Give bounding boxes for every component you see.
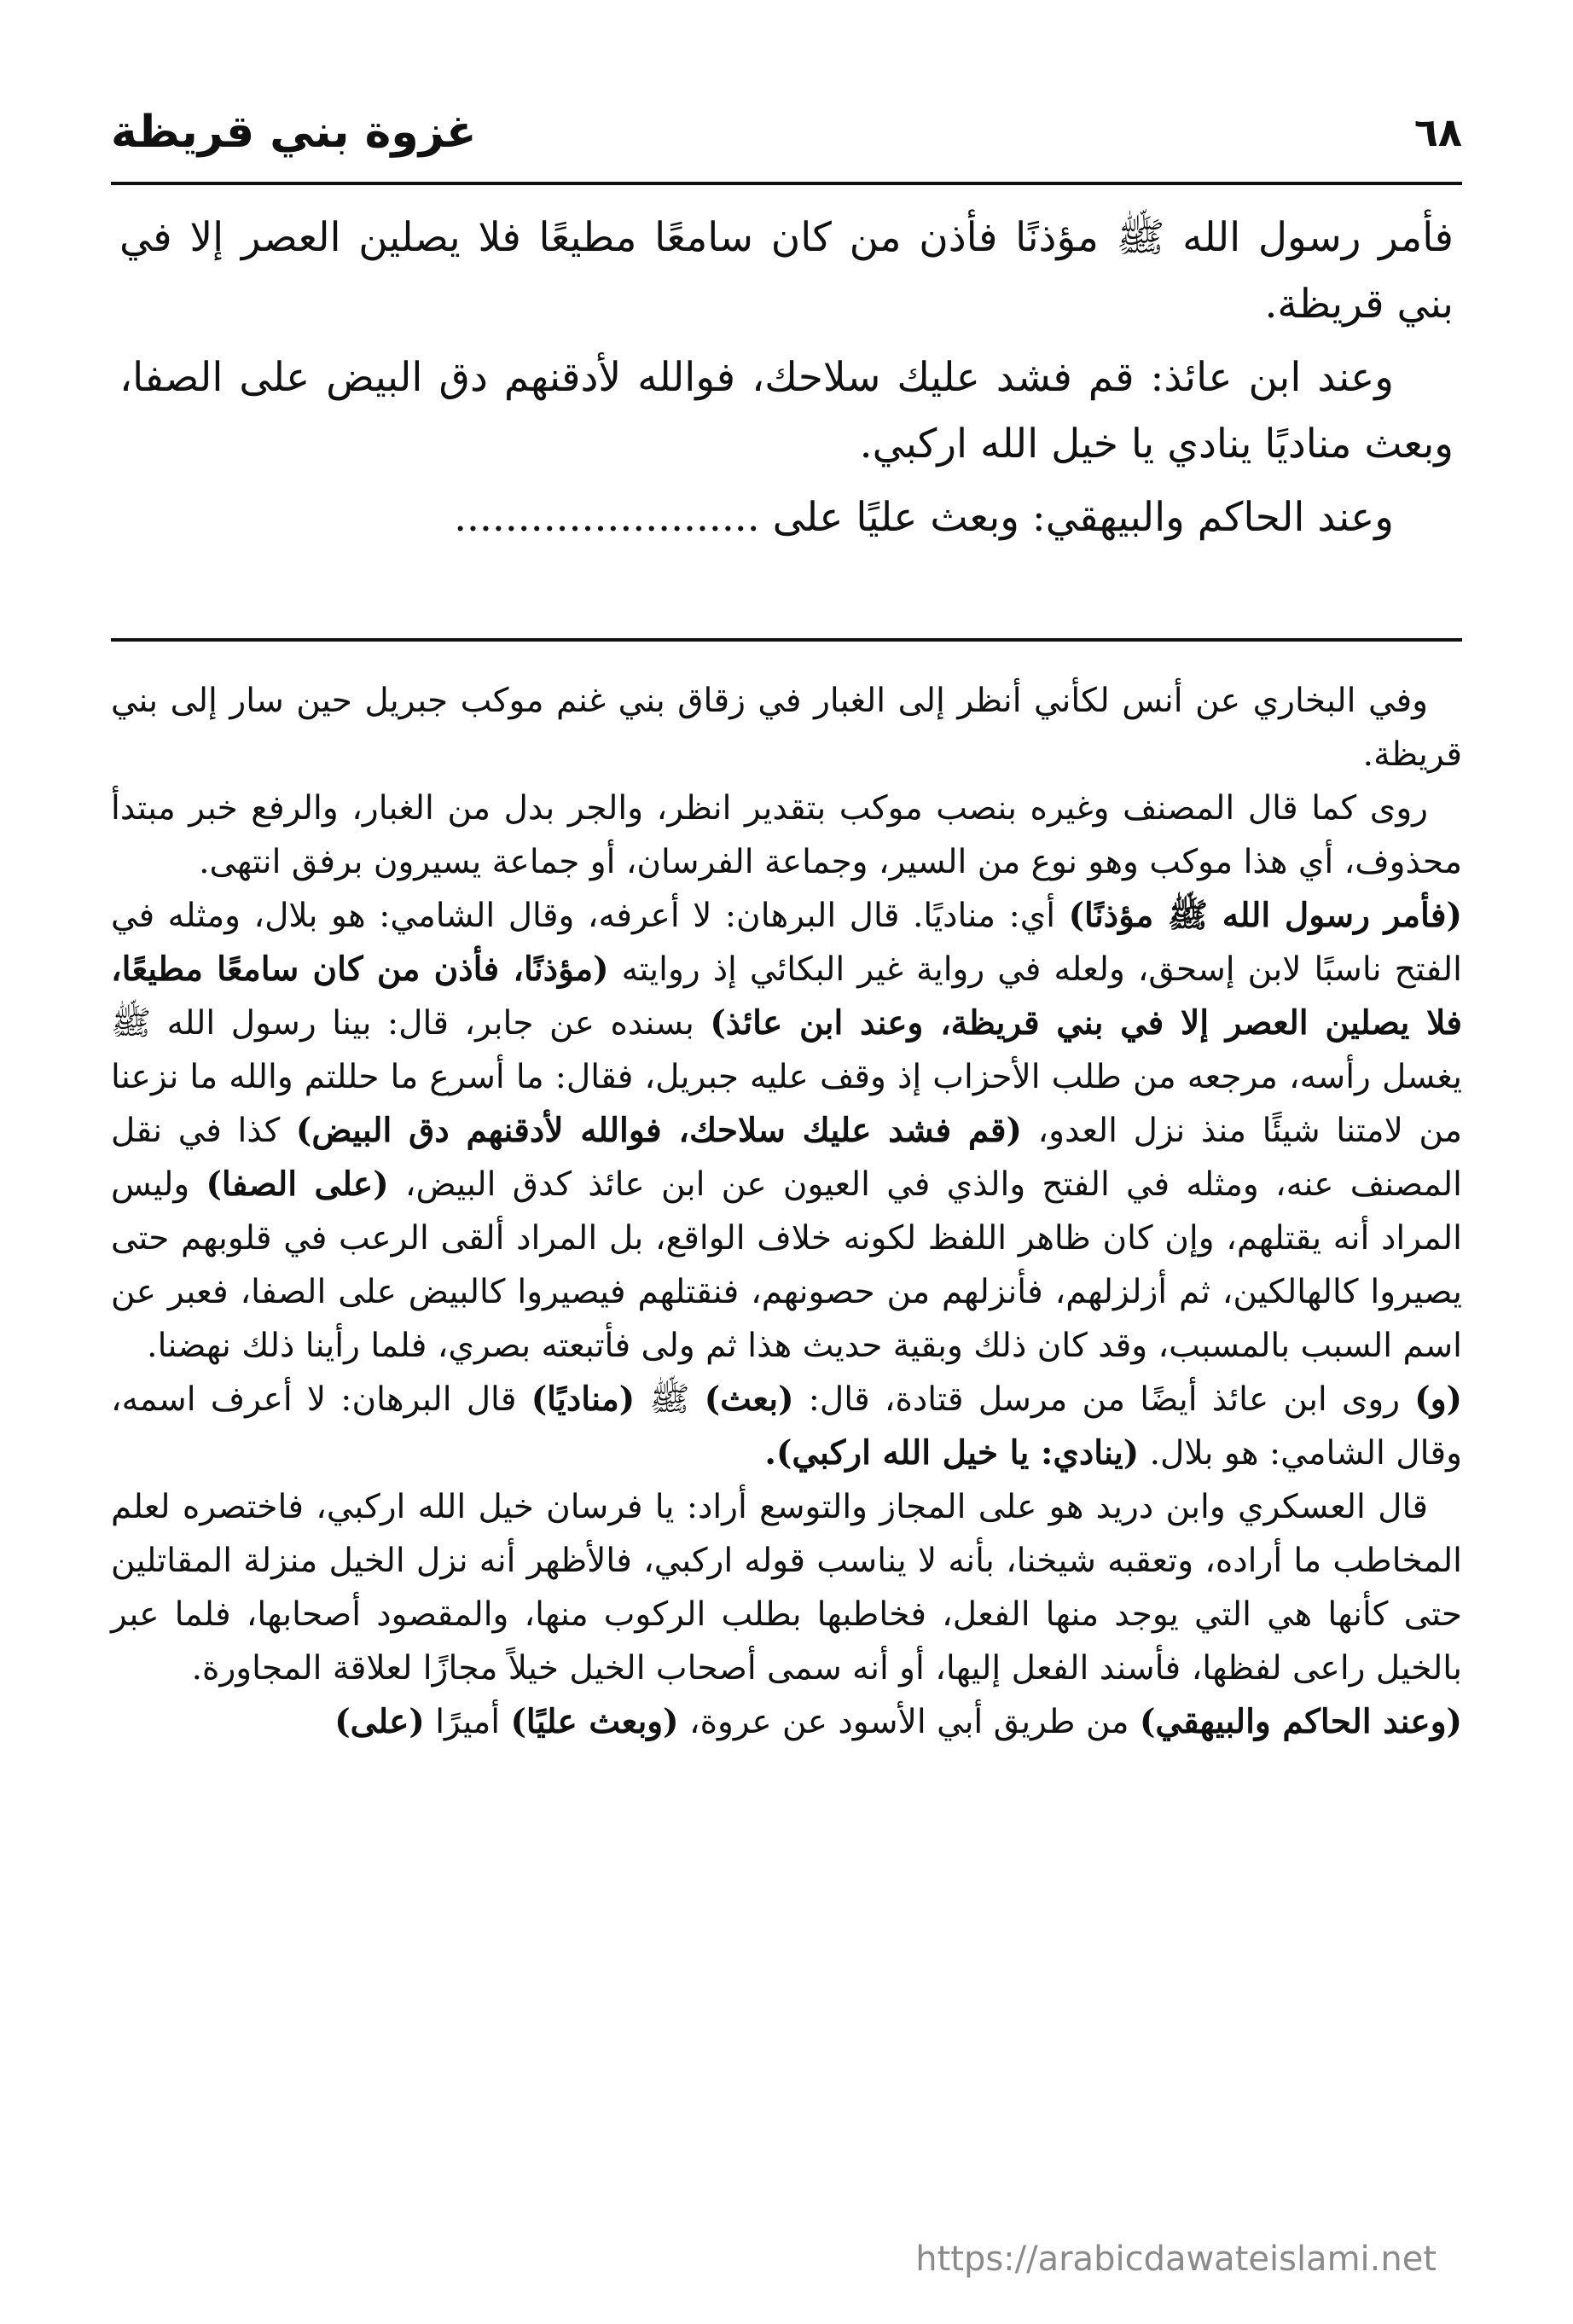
commentary-fragment: وليس المراد أنه يقتلهم، وإن كان ظاهر اللفظ لكونه خلاف الواقع، بل المراد ألقى الرعب في قلوبهم حتى يصيروا كالهالكين، ثم أزلزلهم، فأنزلهم من حصونهم، فنقتلهم فيصيروا كالبيض على الصفا، فعبر عن اسم السبب بالمسبب، وقد كان ذلك وبقية حديث هذا ثم ولى فأتبعته بصري، فلما رأينا ذلك نهضنا. (111, 1165, 1462, 1365)
commentary-fragment: قال البرهان: لا أعرف اسمه، وقال الشامي: هو بلال. (111, 1380, 1462, 1473)
quoted-phrase: (على الصفا) (206, 1165, 389, 1204)
quoted-phrase: (ينادي: يا خيل الله اركبي). (764, 1433, 1140, 1473)
commentary-paragraph (111, 1373, 1462, 1480)
main-text (119, 205, 1454, 631)
header-divider (111, 182, 1462, 185)
commentary-paragraph: روى كما قال المصنف وغيره بنصب موكب بتقدير انظر، والجر بدل من الغبار، والرفع خبر مبتدأ محذوف، أي هذا موكب وهو نوع من السير، وجماعة الفرسان، أو جماعة يسيرون برفق انتهى. (111, 789, 1462, 881)
commentary-paragraph: قال العسكري وابن دريد هو على المجاز والتوسع أراد: يا فرسان خيل الله اركبي، فاختصره لعلم المخاطب ما أراده، وتعقبه شيخنا، بأنه لا يناسب قوله اركبي، فالأظهر أنه نزل الخيل منزلة المقاتلين حتى كأنها هي التي يوجد منها الفعل، فخاطبها بطلب الركوب منها، والمقصود أصحابها، فلما عبر بالخيل راعى لفظها، فأسند الفعل إليها، أو أنه سمى أصحاب الخيل خيلاً مجازًا لعلاقة المجاورة. (111, 1488, 1462, 1688)
commentary-fragment: أي: مناديًا. قال البرهان: لا أعرفه، وقال الشامي: هو بلال، ومثله في الفتح ناسبًا لابن إسحق، ولعله في رواية غير البكائي إذ روايته (111, 897, 1462, 989)
quoted-phrase: (و) (1414, 1380, 1462, 1419)
commentary-fragment: أميرًا (424, 1703, 511, 1741)
commentary-fragment: من طريق أبي الأسود عن عروة، (678, 1703, 1140, 1741)
quoted-phrase: (مؤذنًا، فأذن من كان سامعًا مطيعًا، فلا يصلين العصر إلا في بني قريظة، وعند ابن عائذ) (111, 950, 1462, 1043)
main-text-fragment: وعند الحاكم والبيهقي: وبعث عليًا على (772, 494, 1394, 541)
main-text-paragraph: فأمر رسول الله ﷺ مؤذنًا فأذن من كان سامعًا مطيعًا فلا يصلين العصر إلا في بني قريظة. (119, 214, 1454, 328)
commentary-paragraph (111, 889, 1462, 1373)
commentary-fragment: بسنده عن جابر، قال: بينا رسول الله ﷺ يغسل رأسه، مرجعه من طلب الأحزاب إذ وقف عليه جبريل، فقال: ما أسرع ما حللتم والله ما نزعنا من لامتنا شيئًا منذ نزل العدو، (111, 1004, 1462, 1150)
quoted-phrase: (قم فشد عليك سلاحك، فوالله لأدقنهم دق البيض) (295, 1111, 1022, 1150)
commentary-fragment: ﷺ (635, 1380, 705, 1419)
quoted-phrase: (على) (334, 1702, 425, 1741)
page-header (111, 90, 1462, 175)
commentary-paragraph (111, 1695, 1462, 1749)
quoted-phrase: (وعند الحاكم والبيهقي) (1139, 1702, 1462, 1741)
quoted-phrase: (فأمر رسول الله ﷺ مؤذنًا) (1068, 896, 1462, 935)
main-text-paragraph: وعند ابن عائذ: قم فشد عليك سلاحك، فوالله لأدقنهم دق البيض على الصفا، وبعث مناديًا ينادي يا خيل الله اركبي. (119, 354, 1454, 468)
commentary-fragment: روى ابن عائذ أيضًا من مرسل قتادة، قال: (793, 1380, 1415, 1419)
quoted-phrase: (بعث) (704, 1380, 794, 1419)
commentary-text (111, 674, 1462, 2235)
page-number: ٦٨ (1413, 109, 1462, 155)
running-title: غزوة بني قريظة (111, 107, 477, 158)
commentary-fragment: كذا في نقل المصنف عنه، ومثله في الفتح والذي في العيون عن ابن عائذ كدق البيض، (111, 1112, 1462, 1204)
quoted-phrase: (وبعث عليًا) (510, 1702, 679, 1741)
quoted-phrase: (مناديًا) (531, 1380, 636, 1419)
commentary-paragraph: وفي البخاري عن أنس لكأني أنظر إلى الغبار في زقاق بني غنم موكب جبريل حين سار إلى بني قريظة. (111, 682, 1462, 774)
commentary-divider (111, 638, 1462, 642)
source-watermark: https://arabicdawateislami.net (915, 2240, 1437, 2279)
main-text-paragraph (119, 485, 1454, 551)
ellipsis-dots: ........................ (454, 494, 760, 541)
